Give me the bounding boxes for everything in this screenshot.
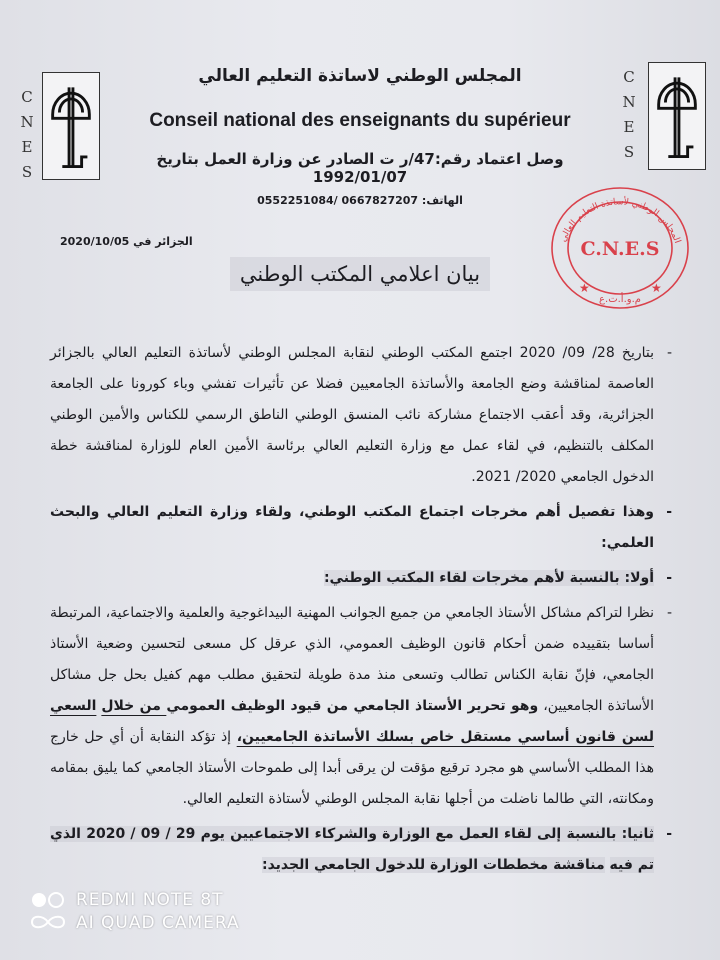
- svg-text:★: ★: [651, 281, 662, 295]
- phone-numbers: 0667827207 /0552251084: [257, 194, 419, 207]
- paragraph2-line: خارج هذا المطلب الأساسي هو مجرد ترقيع مؤقت لن يرقى أبدا إلى طموحات الأستاذ الجامعي كما: [50, 729, 655, 776]
- phone-label: الهاتف:: [421, 194, 463, 207]
- paragraph2-line: يليق بمقامه ومكانته، التي طالما ناضلت من أجلها نقابة المجلس الوطني لأستاذة التعليم العالي.: [50, 760, 654, 807]
- paragraph1-line: الدخول الجامعي 2020/ 2021.: [471, 469, 654, 485]
- watermark-model: REDMI NOTE 8T: [76, 890, 224, 910]
- bullet-dash: -: [666, 826, 672, 842]
- second-heading-line: مناقشة مخططات الوزارة للدخول الجامعي الجديد:: [261, 857, 605, 873]
- document-body: [50, 0, 672, 935]
- letter: C: [21, 88, 33, 106]
- cnes-vertical-letters-left: [20, 85, 34, 185]
- camera-watermark-icon: [30, 891, 66, 933]
- bold-underlined-text: السعي لسن قانون أساسي مستقل خاص بسلك الأساتذة الجامعيين،: [50, 698, 655, 745]
- letter: S: [21, 163, 33, 181]
- plain-text: إذ تؤكد النقابة أن أي حل: [84, 729, 237, 745]
- first-heading-item: [50, 563, 672, 594]
- paragraph2-line: نظرا لتراكم مشاكل الأستاذ الجامعي من جميع الجوانب المهنية البيداغوجية والعلمية والاجتماعية،: [105, 605, 654, 621]
- paragraph1: [50, 338, 672, 493]
- svg-text:★: ★: [579, 281, 590, 295]
- stamp-center-text: C.N.E.S: [580, 238, 660, 260]
- bold-text: وهو تحرير الأستاذ الجامعي من قيود الوظيف العمومي: [166, 698, 539, 714]
- watermark-camera: AI QUAD CAMERA: [76, 913, 240, 933]
- registration-line: وصل اعتماد رقم:47/ر ت الصادر عن وزارة العمل بتاريخ 1992/01/07: [156, 150, 564, 186]
- stamp-bottom-text: م.و.أ.ت.ع: [599, 294, 641, 305]
- first-heading: أولا: بالنسبة لأهم مخرجات لقاء المكتب الوطني:: [323, 570, 654, 586]
- letter: S: [623, 143, 635, 161]
- paragraph2-line: الأستاذ الجامعي، فإنّ نقابة الكناس تطالب وتسعى منذ مدة طويلة لتحقيق مطلب مهم كفيل بحل: [50, 636, 655, 683]
- letter: E: [623, 118, 635, 136]
- bullet-dash: -: [666, 570, 672, 586]
- second-heading-item: [50, 819, 672, 881]
- paragraph1-line: العاصمة لمناقشة وضع الجامعة والأساتذة الجامعيين فضلا عن تأثيرات تفشي وباء كورونا على الجامعة: [50, 376, 654, 392]
- bold-underlined-text: من خلال: [101, 698, 167, 714]
- paragraph1-line: المكلف بالتنظيم، في لقاء عمل مع وزارة التعليم العالي برئاسة الأمين العام للوزارة لمناقشة خطة: [50, 438, 654, 454]
- second-heading-line: ثانيا: بالنسبة إلى لقاء العمل مع الوزارة والشركاء الاجتماعيين يوم 29 / 09 / 2020 الذي تم فيه: [50, 826, 654, 873]
- stamp-ring-text: المجلس الوطني لأساتذة التعليم العالي: [558, 197, 683, 245]
- bullet-dash: -: [666, 345, 672, 361]
- arabic-org-title: المجلس الوطني لاساتذة التعليم العالي: [198, 66, 522, 86]
- paragraph1-line: الجزائرية، وقد أعقب الاجتماع مشاركة نائب المنسق الوطني الناطق الرسمي للكناس والأمين الوطني: [50, 407, 654, 423]
- bullet-dash: -: [666, 504, 672, 520]
- date-line: الجزائر في 2020/10/05: [60, 235, 193, 248]
- document-title: بيان اعلامي المكتب الوطني: [230, 257, 490, 291]
- intro-line: وهذا تفصيل أهم مخرجات اجتماع المكتب الوطني، ولقاء وزارة التعليم العالي والبحث العلمي:: [50, 504, 654, 551]
- letter: E: [21, 138, 33, 156]
- letter: C: [623, 68, 635, 86]
- paragraph2-line: المرتبطة أساسا بتقييده ضمن أحكام قانون الوظيف العمومي، الذي عرقل كل مسعى لتحسين وضعية: [50, 605, 654, 652]
- paragraph1-line: بتاريخ 28/ 09/ 2020 اجتمع المكتب الوطني لنقابة المجلس الوطني لأساتذة التعليم العالي بالجزائر: [50, 345, 655, 361]
- camera-watermark: [30, 889, 672, 935]
- plain-text: جل مشاكل الأساتذة الجامعيين،: [50, 667, 654, 714]
- intro-item: [50, 497, 672, 559]
- french-org-title: Conseil national des enseignants du supérieur: [149, 110, 571, 131]
- paragraph2: [50, 598, 672, 815]
- letter: N: [20, 113, 34, 131]
- letter: N: [622, 93, 636, 111]
- bullet-dash: -: [666, 605, 672, 621]
